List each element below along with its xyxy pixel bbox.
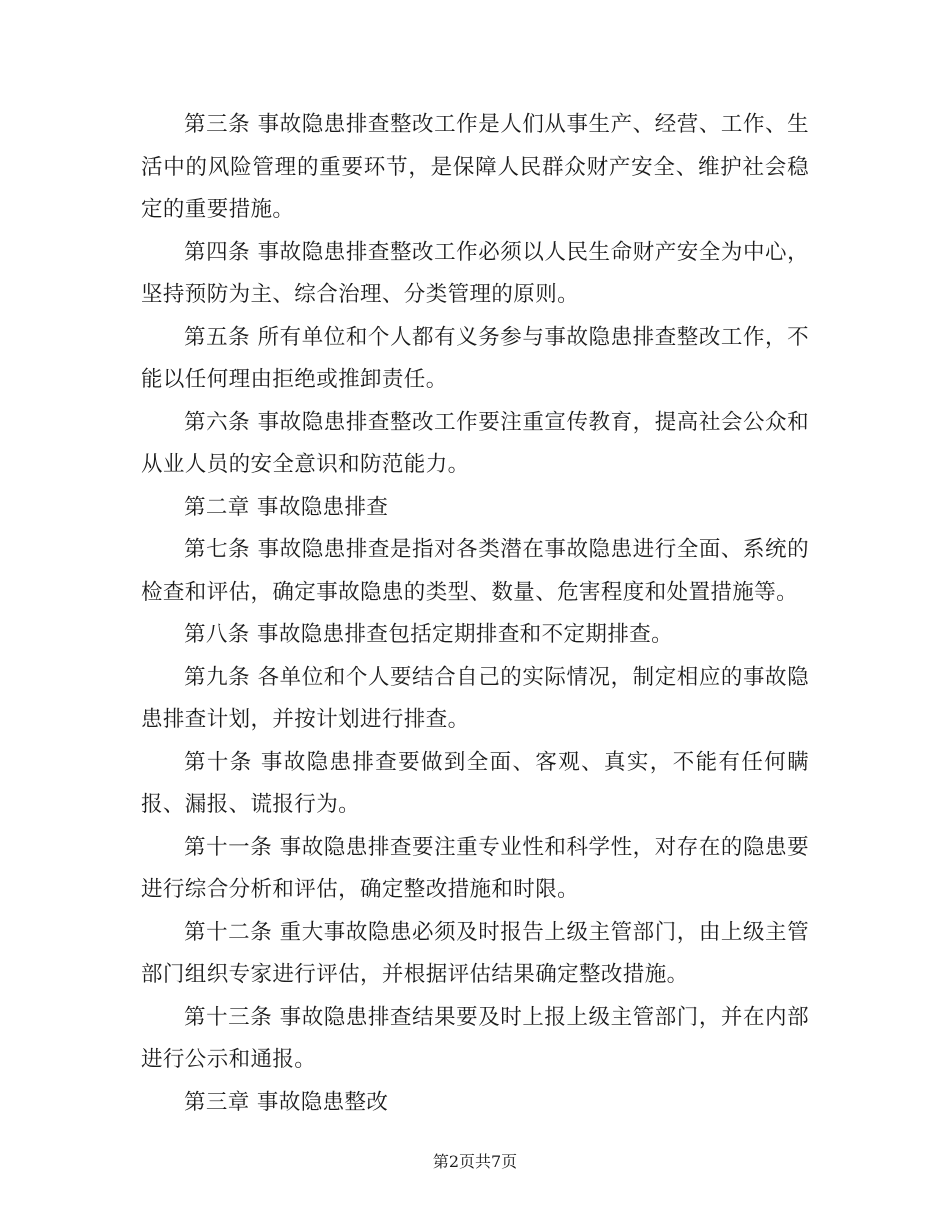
article-4: 第四条 事故隐患排查整改工作必须以人民生命财产安全为中心，坚持预防为主、综合治理、分类管理的原则。 bbox=[141, 239, 809, 307]
article-8: 第八条 事故隐患排查包括定期排查和不定期排查。 bbox=[184, 622, 674, 647]
article-9: 第九条 各单位和个人要结合自己的实际情况，制定相应的事故隐患排查计划，并按计划进行排查。 bbox=[141, 664, 809, 732]
document-body bbox=[141, 104, 809, 1124]
page-footer: 第2页共7页 bbox=[432, 1152, 518, 1171]
chapter-2-heading: 第二章 事故隐患排查 bbox=[184, 494, 389, 520]
article-5: 第五条 所有单位和个人都有义务参与事故隐患排查整改工作，不能以任何理由拒绝或推卸责任。 bbox=[141, 324, 809, 392]
article-10: 第十条 事故隐患排查要做到全面、客观、真实，不能有任何瞒报、漏报、谎报行为。 bbox=[141, 749, 809, 817]
article-12: 第十二条 重大事故隐患必须及时报告上级主管部门，由上级主管部门组织专家进行评估，并根据评估结果确定整改措施。 bbox=[141, 919, 809, 987]
article-6: 第六条 事故隐患排查整改工作要注重宣传教育，提高社会公众和从业人员的安全意识和防范能力。 bbox=[141, 409, 809, 477]
article-13: 第十三条 事故隐患排查结果要及时上报上级主管部门，并在内部进行公示和通报。 bbox=[141, 1004, 809, 1072]
article-11: 第十一条 事故隐患排查要注重专业性和科学性，对存在的隐患要进行综合分析和评估，确定整改措施和时限。 bbox=[141, 834, 809, 902]
article-7: 第七条 事故隐患排查是指对各类潜在事故隐患进行全面、系统的检查和评估，确定事故隐患的类型、数量、危害程度和处置措施等。 bbox=[141, 537, 809, 605]
chapter-3-heading: 第三章 事故隐患整改 bbox=[184, 1089, 389, 1115]
article-3: 第三条 事故隐患排查整改工作是人们从事生产、经营、工作、生活中的风险管理的重要环节，是保障人民群众财产安全、维护社会稳定的重要措施。 bbox=[141, 112, 809, 222]
